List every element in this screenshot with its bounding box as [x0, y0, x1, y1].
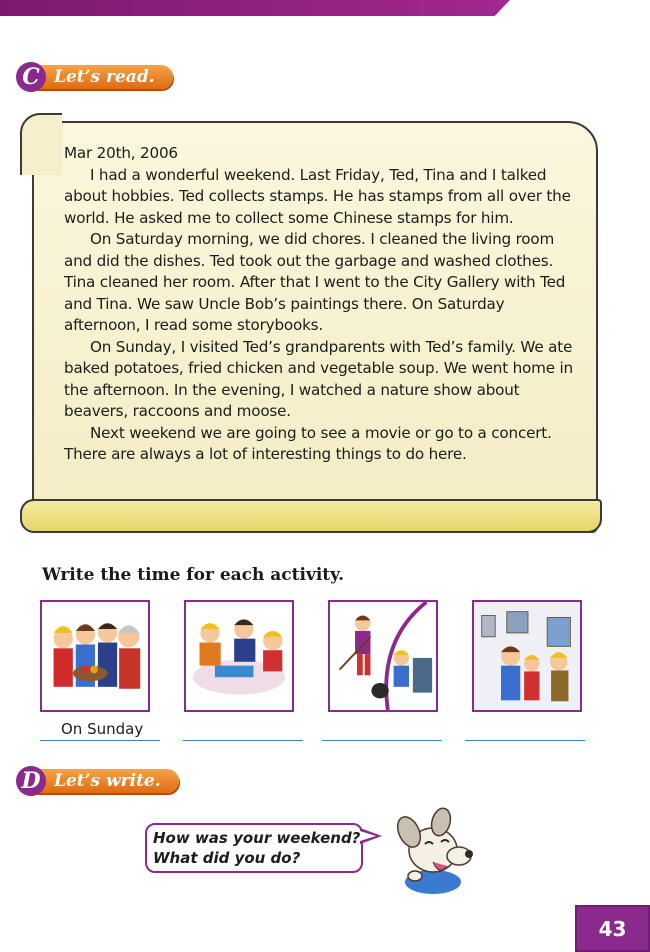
gallery-picture [472, 600, 582, 712]
answer-line-2[interactable] [183, 740, 303, 741]
section-c-tab [16, 63, 173, 91]
letter-paragraph: I had a wonderful weekend. Last Friday, Ted, Tina and I talked about hobbies. Ted collects stamps. He has stamps from all over the world. He asked me to collect some Chinese stamps for him. [64, 165, 571, 227]
top-banner [0, 0, 510, 16]
speech-line-1: How was your weekend? [153, 829, 361, 847]
speech-line-2: What did you do? [153, 849, 301, 867]
stamp-collecting-picture [184, 600, 294, 712]
chores-picture [328, 600, 438, 712]
section-c-title: Let’s read. [32, 65, 173, 89]
letter-date: Mar 20th, 2006 [64, 144, 178, 162]
activity-instruction: Write the time for each activity. [42, 565, 345, 585]
letter-paragraph: Next weekend we are going to see a movie or go to a concert. There are always a lot of interesting things to do here. [64, 423, 552, 463]
answer-line-4[interactable] [465, 740, 585, 741]
answer-line-1[interactable] [40, 740, 160, 741]
answer-line-3[interactable] [322, 740, 442, 741]
letter-paragraph: On Sunday, I visited Ted’s grandparents with Ted’s family. We ate baked potatoes, fried chicken and vegetable soup. We went home in the afternoon. In the evening, I watched a nature show about beavers, raccoons and moose. [64, 337, 573, 420]
section-c-letter: C [16, 62, 46, 92]
answer-1[interactable]: On Sunday [61, 720, 144, 738]
family-visit-picture [40, 600, 150, 712]
section-d-title: Let’s write. [32, 769, 179, 793]
section-d-tab [16, 767, 179, 795]
page-number: 43 [575, 905, 650, 952]
speech-bubble-tail-inner [360, 831, 376, 841]
scroll-curl [20, 113, 62, 175]
letter-text [64, 143, 574, 466]
scroll-roll [20, 499, 602, 533]
dog-mascot-icon [385, 800, 480, 895]
section-d-letter: D [16, 766, 46, 796]
speech-bubble [145, 823, 363, 873]
letter-paragraph: On Saturday morning, we did chores. I cleaned the living room and did the dishes. Ted took out the garbage and washed clothes. Tina cleaned her room. After that I went to the City Gallery with Ted and Tina. We saw Uncle Bob’s paintings there. On Saturday afternoon, I read some storybooks. [64, 230, 566, 334]
